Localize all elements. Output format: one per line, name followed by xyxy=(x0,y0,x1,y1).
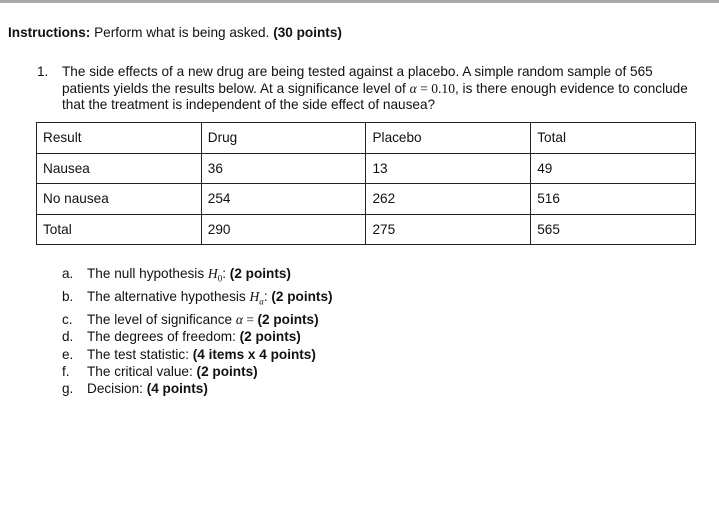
header-total: Total xyxy=(531,123,696,154)
list-item xyxy=(62,288,333,311)
instructions-text: Perform what is being asked. xyxy=(90,25,274,40)
table-cell: 49 xyxy=(531,153,696,184)
alpha-symbol: α xyxy=(235,312,243,328)
alt-hypothesis-symbol: H xyxy=(249,289,260,305)
item-sep: = xyxy=(243,312,258,328)
table-cell: 13 xyxy=(366,153,531,184)
alpha-value: 0.10 xyxy=(431,80,455,96)
list-item xyxy=(62,265,333,288)
instructions-line xyxy=(8,25,342,40)
table-row xyxy=(37,153,696,184)
sub-questions-list xyxy=(62,265,333,398)
table-cell: 275 xyxy=(366,214,531,245)
question-number: 1. xyxy=(37,64,49,79)
contingency-table xyxy=(36,122,696,245)
list-item xyxy=(62,328,333,345)
top-divider xyxy=(0,0,719,3)
item-text: The critical value: xyxy=(87,363,197,379)
item-points: (2 points) xyxy=(239,329,301,345)
item-marker: g. xyxy=(62,381,74,397)
alpha-symbol: α xyxy=(409,80,417,96)
item-marker: e. xyxy=(62,346,74,362)
item-points: (2 points) xyxy=(196,363,258,379)
question-text-part2: , is there enough evidence to conclude that the treatment is independent of the side effect of nausea? xyxy=(62,80,688,112)
item-text: The test statistic: xyxy=(87,346,193,362)
item-points: (2 points) xyxy=(271,289,333,305)
list-item xyxy=(62,380,333,397)
item-text: The level of significance xyxy=(87,312,236,328)
table-row xyxy=(37,184,696,215)
item-marker: a. xyxy=(62,266,74,281)
list-item xyxy=(62,363,333,380)
instructions-points: (30 points) xyxy=(273,25,342,40)
item-points: (4 items x 4 points) xyxy=(192,346,316,362)
item-text: The alternative hypothesis xyxy=(87,289,250,305)
question-text-part1: The side effects of a new drug are being tested against a placebo. A simple random sample of 565 patients yields the results below. At a significance level of xyxy=(62,64,653,96)
item-marker: d. xyxy=(62,329,74,345)
table-cell: 290 xyxy=(201,214,366,245)
table-row xyxy=(37,214,696,245)
item-marker: c. xyxy=(62,312,73,328)
item-points: (2 points) xyxy=(229,266,291,281)
table-cell: Nausea xyxy=(37,153,202,184)
null-hypothesis-symbol: H xyxy=(207,266,218,281)
table-cell: 262 xyxy=(366,184,531,215)
table-cell: 254 xyxy=(201,184,366,215)
table-cell: 36 xyxy=(201,153,366,184)
instructions-label: Instructions: xyxy=(8,25,91,40)
table-cell: Total xyxy=(37,214,202,245)
header-placebo: Placebo xyxy=(366,123,531,154)
table-cell: 565 xyxy=(531,214,696,245)
list-item xyxy=(62,311,333,328)
header-drug: Drug xyxy=(201,123,366,154)
item-text: The degrees of freedom: xyxy=(87,329,240,345)
item-marker: f. xyxy=(62,363,70,379)
item-points: (2 points) xyxy=(257,312,319,328)
item-text: The null hypothesis xyxy=(87,266,208,281)
item-sep: : xyxy=(263,289,272,305)
symbol-subscript: 0 xyxy=(217,273,223,284)
item-text: Decision: xyxy=(87,381,147,397)
symbol-subscript: a xyxy=(259,296,264,307)
table-header-row xyxy=(37,123,696,154)
table-cell: No nausea xyxy=(37,184,202,215)
question-text xyxy=(62,64,702,114)
table-cell: 516 xyxy=(531,184,696,215)
equals-sign: = xyxy=(416,80,432,96)
item-marker: b. xyxy=(62,289,74,305)
list-item xyxy=(62,346,333,363)
header-result: Result xyxy=(37,123,202,154)
item-points: (4 points) xyxy=(146,381,208,397)
item-sep: : xyxy=(222,266,230,281)
